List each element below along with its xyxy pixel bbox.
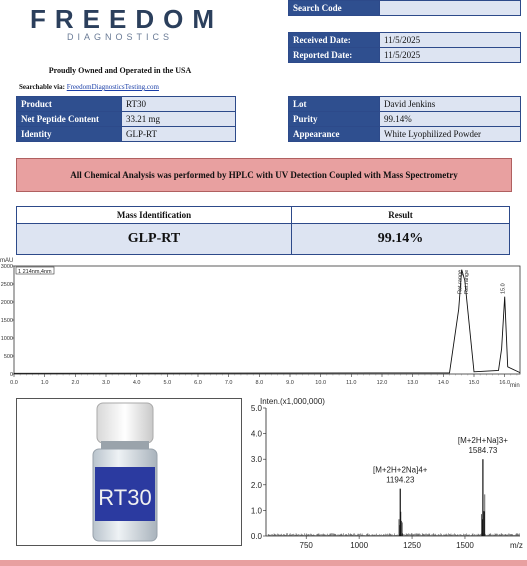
identity-label: Identity: [17, 127, 122, 142]
lot-table: [288, 96, 521, 142]
received-date-label: Received Date:: [289, 33, 380, 48]
peak-mz-label: 1194.23: [386, 475, 415, 485]
result-header: Result: [292, 207, 510, 224]
purity-value: 99.14%: [380, 112, 521, 127]
x-tick-label: 11.0: [346, 380, 357, 386]
y-tick-label: 0: [9, 372, 13, 378]
appearance-label: Appearance: [289, 127, 380, 142]
y-tick-label: 5.0: [250, 404, 262, 413]
reported-date-label: Reported Date:: [289, 48, 380, 63]
x-tick-label: 7.0: [224, 380, 233, 386]
footer-bar: [0, 560, 527, 566]
x-tick-label: 6.0: [194, 380, 202, 386]
x-tick-label: 750: [299, 541, 313, 550]
net-peptide-value: 33.21 mg: [122, 112, 236, 127]
search-code-table: [288, 0, 521, 16]
website-link[interactable]: FreedomDiagnosticsTesting.com: [66, 83, 159, 91]
y-tick-label: 1.0: [250, 506, 262, 516]
peak-label: 15.0: [500, 283, 507, 294]
x-tick-label: 1250: [403, 541, 421, 550]
logo-title: FREEDOM: [30, 4, 223, 34]
peak-label: Ret.range: [463, 269, 470, 294]
search-code-value: [380, 1, 521, 16]
lot-label: Lot: [289, 97, 380, 112]
x-tick-label: 3.0: [102, 380, 110, 386]
mass-id-value: GLP-RT: [17, 224, 292, 255]
x-tick-label: 10.0: [315, 380, 327, 386]
y-tick-label: 2.0: [250, 480, 262, 490]
chromatogram-trace: [14, 270, 520, 374]
searchable-label: Searchable via:: [19, 83, 65, 91]
peak-annotation: [M+2H+Na]3+: [457, 436, 508, 446]
vial-photo: [16, 398, 242, 546]
x-tick-label: 14.0: [437, 380, 449, 386]
product-table: [16, 96, 236, 142]
x-tick-label: 13.0: [407, 380, 419, 386]
y-tick-label: 0.0: [250, 532, 262, 541]
product-value: RT30: [122, 97, 236, 112]
x-tick-label: 12.0: [376, 380, 388, 386]
plot-frame: [14, 266, 520, 374]
vial-image: [17, 399, 241, 545]
x-tick-label: 1000: [350, 541, 369, 550]
y-tick-label: 3000: [0, 264, 13, 270]
mass-identification-table: [16, 206, 510, 255]
peak-annotation: [M+2H+2Na]4+: [373, 465, 428, 475]
y-tick-label: 2500: [0, 282, 13, 288]
y-tick-label: 1000: [0, 336, 13, 342]
search-code-label: Search Code: [289, 1, 380, 16]
y-tick-label: 2000: [0, 300, 13, 306]
legend-label: 1 214nm,4nm: [18, 269, 52, 275]
reported-date-value: 11/5/2025: [380, 48, 521, 63]
result-value: 99.14%: [292, 224, 510, 255]
lot-value: David Jenkins: [380, 97, 521, 112]
received-date-value: 11/5/2025: [380, 33, 521, 48]
vial-label: RT30: [98, 485, 152, 510]
x-axis-label: min: [510, 383, 520, 389]
searchable-line: [19, 83, 159, 91]
x-tick-label: 0.0: [10, 380, 18, 386]
y-tick-label: 3.0: [250, 455, 262, 465]
purity-label: Purity: [289, 112, 380, 127]
x-tick-label: 1.0: [40, 380, 49, 386]
y-tick-label: 1500: [0, 318, 13, 324]
y-axis-label: mAU: [0, 258, 14, 264]
peak-label: Ret.range: [457, 269, 464, 294]
hplc-chromatogram: [0, 256, 527, 392]
y-tick-label: 4.0: [250, 429, 262, 439]
x-tick-label: 2.0: [71, 380, 80, 386]
x-tick-label: 1500: [456, 541, 474, 550]
x-axis-label: m/z: [510, 541, 523, 550]
mass-id-header: Mass Identification: [17, 207, 292, 224]
appearance-value: White Lyophilized Powder: [380, 127, 521, 142]
logo-subtitle: DIAGNOSTICS: [66, 32, 173, 42]
legend: [16, 267, 54, 275]
y-tick-label: 500: [3, 354, 13, 360]
mass-spectrum: [246, 396, 527, 552]
analysis-banner: All Chemical Analysis was performed by HPLC with UV Detection Coupled with Mass Spectrometry: [16, 158, 512, 192]
x-tick-label: 16.0: [499, 380, 511, 386]
x-tick-label: 15.0: [468, 380, 480, 386]
dates-table: [288, 32, 521, 63]
y-axis-label: Inten.(x1,000,000): [260, 397, 325, 406]
tagline: Proudly Owned and Operated in the USA: [48, 66, 192, 75]
peak-mz-label: 1584.73: [468, 446, 498, 456]
x-tick-label: 5.0: [163, 380, 172, 386]
net-peptide-label: Net Peptide Content: [17, 112, 122, 127]
product-label: Product: [17, 97, 122, 112]
x-tick-label: 4.0: [132, 380, 141, 386]
x-tick-label: 8.0: [255, 380, 264, 386]
x-tick-label: 9.0: [286, 380, 294, 386]
identity-value: GLP-RT: [122, 127, 236, 142]
